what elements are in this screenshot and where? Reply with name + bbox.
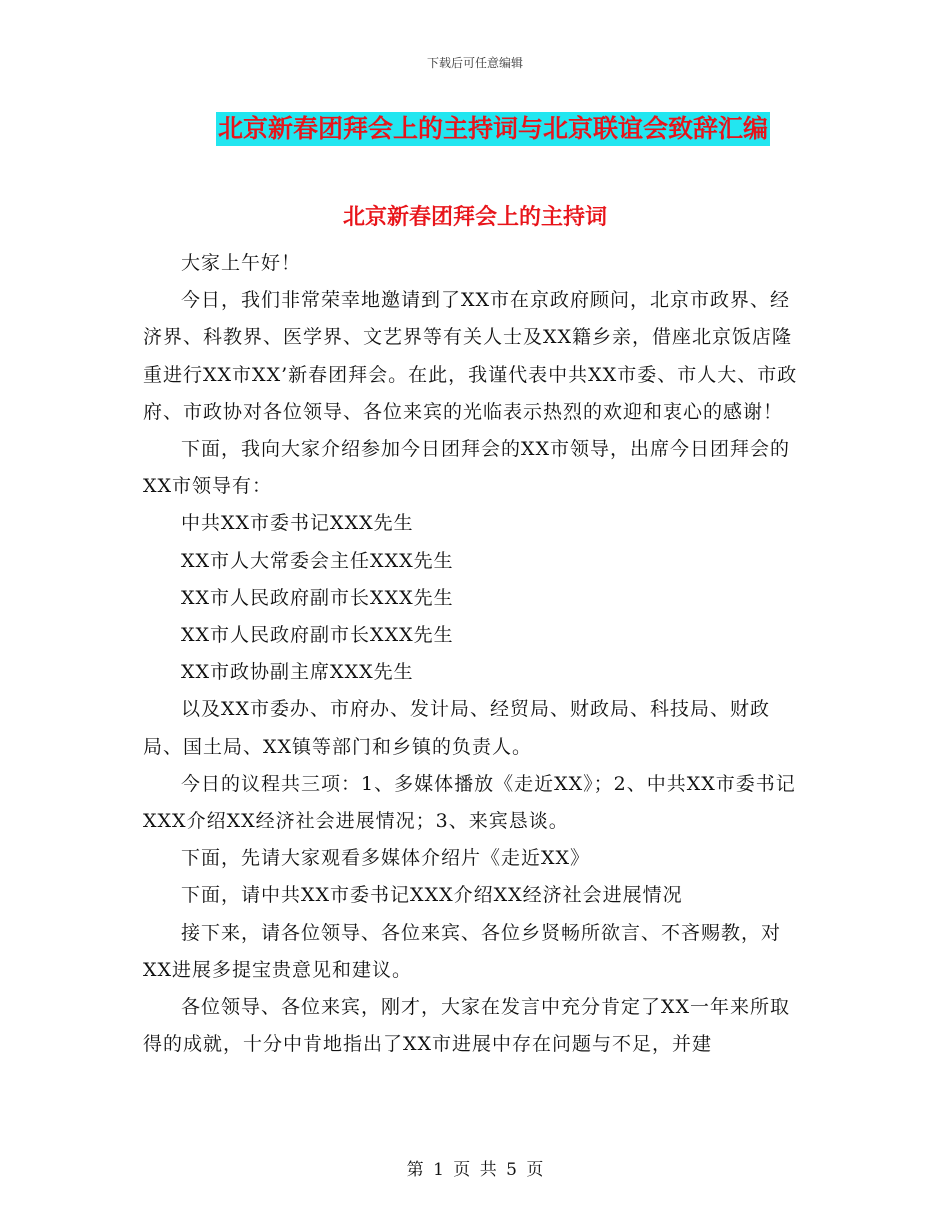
section-title: 北京新春团拜会上的主持词: [342, 204, 607, 230]
paragraph: 中共XX市委书记XXX先生: [181, 512, 414, 535]
paragraph: XX市人民政府副市长XXX先生: [181, 624, 454, 647]
paragraph: XX市人民政府副市长XXX先生: [181, 586, 454, 609]
document-body: [143, 245, 807, 1063]
paragraph: 今日的议程共三项：1、多媒体播放《走近XX》；2、中共XX市委书记XXX介绍XX经济社会进展情况；3、来宾恳谈。: [143, 772, 796, 833]
header-note: 下载后可任意编辑: [426, 56, 523, 70]
paragraph: 下面，请中共XX市委书记XXX介绍XX经济社会进展情况: [181, 884, 683, 907]
paragraph: 今日，我们非常荣幸地邀请到了XX市在京政府顾问，北京市政界、经济界、科教界、医学界、文艺界等有关人士及XX籍乡亲，借座北京饭店隆重进行XX市XX’新春团拜会。在此，我谨代表中共XX市委、市人大、市政府、市政协对各位领导、各位来宾的光临表示热烈的欢迎和衷心的感谢！: [143, 289, 798, 423]
page-number-footer: 第 1 页 共 5 页: [406, 1160, 544, 1180]
paragraph: 大家上午好！: [181, 252, 302, 274]
paragraph: 各位领导、各位来宾，刚才，大家在发言中充分肯定了XX一年来所取得的成就，十分中肯地指出了XX市进展中存在问题与不足，并建: [143, 996, 791, 1056]
paragraph: 下面，我向大家介绍参加今日团拜会的XX市领导，出席今日团拜会的XX市领导有：: [143, 438, 791, 498]
paragraph: XX市政协副主席XXX先生: [181, 661, 414, 684]
paragraph: XX市人大常委会主任XXX先生: [181, 549, 454, 572]
paragraph: 接下来，请各位领导、各位来宾、各位乡贤畅所欲言、不吝赐教，对XX进展多提宝贵意见和建议。: [143, 921, 782, 981]
paragraph: 下面，先请大家观看多媒体介绍片《走近XX》: [181, 847, 591, 870]
paragraph: 以及XX市委办、市府办、发计局、经贸局、财政局、科技局、财政局、国土局、XX镇等部门和乡镇的负责人。: [143, 698, 771, 758]
main-title-container: [0, 112, 950, 146]
main-title: 北京新春团拜会上的主持词与北京联谊会致辞汇编: [216, 112, 770, 146]
